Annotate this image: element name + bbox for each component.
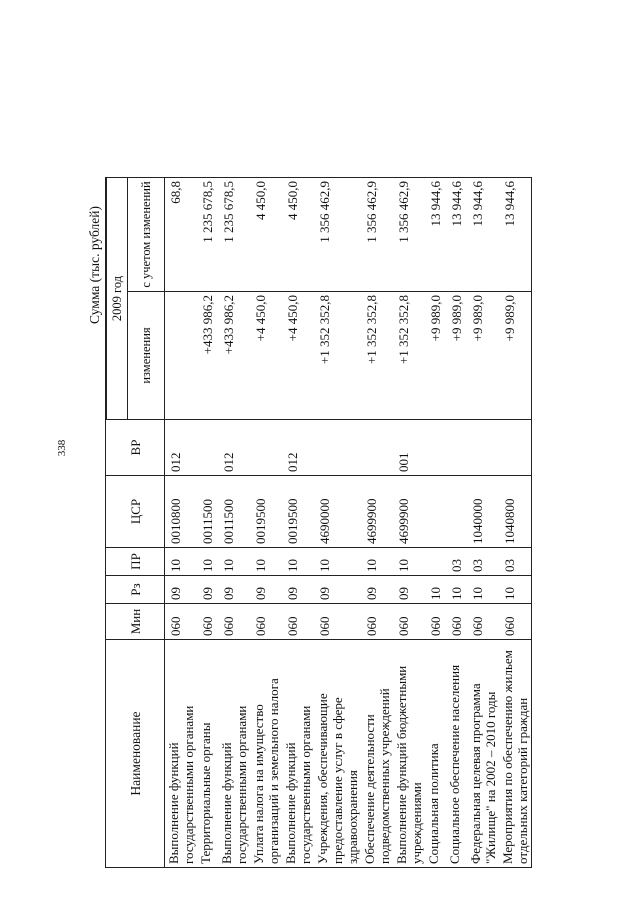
row-pr	[425, 548, 446, 576]
table-row	[446, 178, 467, 868]
header-csr: ЦСР	[106, 476, 165, 548]
table-row	[250, 178, 282, 868]
row-rz: 10	[499, 576, 532, 604]
row-csr: 1040000	[467, 476, 499, 548]
table-header	[106, 178, 165, 868]
row-rz: 09	[165, 576, 198, 604]
row-total: 13 944,6	[499, 178, 532, 292]
row-change: +1 352 352,8	[314, 292, 361, 420]
rotated-table-stage	[86, 178, 596, 868]
row-min: 060	[393, 604, 425, 640]
row-pr: 10	[197, 548, 218, 576]
table-row	[218, 178, 250, 868]
row-name: Федеральная целевая программа "Жилище" на 2002 – 2010 годы	[467, 640, 499, 868]
row-vr	[314, 420, 361, 476]
row-rz: 10	[446, 576, 467, 604]
row-csr: 0010800	[165, 476, 198, 548]
row-csr: 4690000	[314, 476, 361, 548]
row-name: Обеспечение деятельности подведомственных учреждений	[361, 640, 393, 868]
row-name: Мероприятия по обеспечению жильем отдельных категорий граждан	[499, 640, 532, 868]
row-total: 4 450,0	[282, 178, 314, 292]
header-pr: ПР	[106, 548, 165, 576]
row-csr: 0019500	[250, 476, 282, 548]
row-change: +9 989,0	[499, 292, 532, 420]
row-csr: 0019500	[282, 476, 314, 548]
row-total: 4 450,0	[250, 178, 282, 292]
header-vr: ВР	[106, 420, 165, 476]
row-csr	[425, 476, 446, 548]
budget-table	[105, 177, 532, 868]
row-vr: 012	[218, 420, 250, 476]
header-min: Мин	[106, 604, 165, 640]
unit-caption: Сумма (тыс. рублей)	[87, 206, 102, 324]
row-total: 1 235 678,5	[218, 178, 250, 292]
header-changes: изменения	[128, 292, 165, 420]
row-name: Социальное обеспечение населения	[446, 640, 467, 868]
row-pr: 03	[499, 548, 532, 576]
row-csr: 1040800	[499, 476, 532, 548]
row-min: 060	[425, 604, 446, 640]
row-vr	[197, 420, 218, 476]
row-change: +9 989,0	[425, 292, 446, 420]
table-row	[393, 178, 425, 868]
table-body	[165, 178, 532, 868]
row-total: 13 944,6	[425, 178, 446, 292]
row-csr: 4699900	[361, 476, 393, 548]
row-rz: 09	[218, 576, 250, 604]
row-total: 13 944,6	[467, 178, 499, 292]
row-vr	[361, 420, 393, 476]
row-name: Уплата налога на имущество организаций и земельного налога	[250, 640, 282, 868]
row-pr: 10	[165, 548, 198, 576]
table-row	[467, 178, 499, 868]
row-vr	[499, 420, 532, 476]
row-total: 1 356 462,9	[314, 178, 361, 292]
row-rz: 09	[393, 576, 425, 604]
table-row	[499, 178, 532, 868]
header-rz: Рз	[106, 576, 165, 604]
row-pr: 10	[250, 548, 282, 576]
row-rz: 10	[425, 576, 446, 604]
row-pr: 03	[467, 548, 499, 576]
row-pr: 03	[446, 548, 467, 576]
row-total: 1 356 462,9	[361, 178, 393, 292]
row-total: 1 356 462,9	[393, 178, 425, 292]
row-min: 060	[250, 604, 282, 640]
table-row	[314, 178, 361, 868]
row-change	[165, 292, 198, 420]
row-change: +9 989,0	[446, 292, 467, 420]
row-change: +9 989,0	[467, 292, 499, 420]
row-name: Выполнение функций государственными органами	[218, 640, 250, 868]
row-name: Выполнение функций государственными органами	[282, 640, 314, 868]
row-name: Выполнение функций государственными органами	[165, 640, 198, 868]
table-row	[361, 178, 393, 868]
row-pr: 10	[314, 548, 361, 576]
row-vr: 012	[282, 420, 314, 476]
row-csr	[446, 476, 467, 548]
row-min: 060	[165, 604, 198, 640]
row-change: +1 352 352,8	[361, 292, 393, 420]
row-pr: 10	[393, 548, 425, 576]
row-name: Социальная политика	[425, 640, 446, 868]
row-min: 060	[499, 604, 532, 640]
row-min: 060	[282, 604, 314, 640]
row-csr: 0011500	[218, 476, 250, 548]
header-with-changes: с учетом изменений	[128, 178, 165, 292]
row-total: 13 944,6	[446, 178, 467, 292]
row-change: +1 352 352,8	[393, 292, 425, 420]
page-number: 338	[56, 439, 68, 457]
row-rz: 09	[250, 576, 282, 604]
row-csr: 4699900	[393, 476, 425, 548]
header-name: Наименование	[106, 640, 165, 868]
row-min: 060	[314, 604, 361, 640]
row-rz: 09	[314, 576, 361, 604]
row-pr: 10	[361, 548, 393, 576]
row-vr: 012	[165, 420, 198, 476]
row-rz: 10	[467, 576, 499, 604]
table-row	[282, 178, 314, 868]
row-vr	[446, 420, 467, 476]
row-min: 060	[218, 604, 250, 640]
row-name: Выполнение функций бюджетными учреждениями	[393, 640, 425, 868]
row-vr: 001	[393, 420, 425, 476]
row-pr: 10	[218, 548, 250, 576]
row-rz: 09	[282, 576, 314, 604]
row-rz: 09	[197, 576, 218, 604]
row-total: 1 235 678,5	[197, 178, 218, 292]
header-year: 2009 год	[107, 178, 128, 420]
row-min: 060	[446, 604, 467, 640]
row-rz: 09	[361, 576, 393, 604]
table-row	[165, 178, 198, 868]
row-name: Учреждения, обеспечивающие предоставление услуг в сфере здравоохранения	[314, 640, 361, 868]
row-change: +4 450,0	[250, 292, 282, 420]
row-vr	[425, 420, 446, 476]
row-pr: 10	[282, 548, 314, 576]
row-vr	[467, 420, 499, 476]
row-vr	[250, 420, 282, 476]
row-csr: 0011500	[197, 476, 218, 548]
table-row	[197, 178, 218, 868]
row-total: 68,8	[165, 178, 198, 292]
table-row	[425, 178, 446, 868]
row-name: Территориальные органы	[197, 640, 218, 868]
row-change: +433 986,2	[218, 292, 250, 420]
row-change: +433 986,2	[197, 292, 218, 420]
row-min: 060	[361, 604, 393, 640]
row-min: 060	[197, 604, 218, 640]
row-change: +4 450,0	[282, 292, 314, 420]
row-min: 060	[467, 604, 499, 640]
